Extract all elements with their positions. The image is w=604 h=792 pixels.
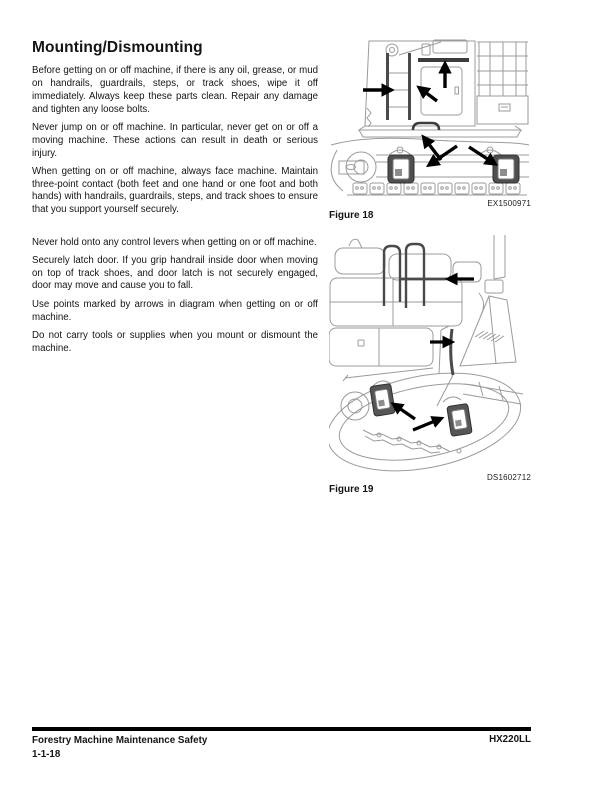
body-paragraph: Do not carry tools or supplies when you mount or dismount the machine. <box>32 329 318 354</box>
figure-caption: Figure 19 <box>329 484 374 495</box>
excavator-perspective-illustration <box>329 234 531 472</box>
body-paragraph: Never jump on or off machine. In particular, never get on or off a moving machine. These actions can result in death or serious injury. <box>32 121 318 159</box>
footer-rule <box>32 727 531 731</box>
track-steps <box>388 155 519 183</box>
footer-section-title <box>32 734 207 761</box>
figure-18 <box>329 38 531 221</box>
footer-section-name: Forestry Machine Maintenance Safety <box>32 735 208 746</box>
page-title: Mounting/Dismounting <box>32 39 203 56</box>
figure-19 <box>329 234 531 495</box>
footer-page-number: 1-1-18 <box>32 748 61 760</box>
figure-caption: Figure 18 <box>329 210 374 221</box>
body-paragraph: Securely latch door. If you grip handrail inside door when moving on top of track shoes, and door latch is not securely engaged, door may move and cause you to fall. <box>32 254 318 292</box>
body-text-column <box>32 40 318 361</box>
body-paragraph: When getting on or off machine, always face machine. Maintain three-point contact (both feet and one hand or one foot and both hands) with handrails, guardrails, steps, and track shoes to ensure that you support yourself securely. <box>32 165 318 216</box>
ladder-rails <box>386 53 469 130</box>
figure-image-code: EX1500971 <box>487 199 531 208</box>
body-paragraph: Never hold onto any control levers when getting on or off machine. <box>32 236 317 248</box>
body-paragraph: Before getting on or off machine, if there is any oil, grease, or mud on handrails, guardrails, steps, or track shoes, wipe it off immediately. Always keep these parts clean. Repair any damage and tighten any loose bolts. <box>32 65 318 115</box>
deck-handrails <box>384 244 453 375</box>
mounting-point-arrows <box>363 71 489 161</box>
footer-model-code: HX220LL <box>489 734 531 745</box>
excavator-side-view-illustration <box>329 38 531 198</box>
figure-image-code: DS1602712 <box>486 473 531 482</box>
body-paragraph: Use points marked by arrows in diagram when getting on or off machine. <box>32 298 318 323</box>
